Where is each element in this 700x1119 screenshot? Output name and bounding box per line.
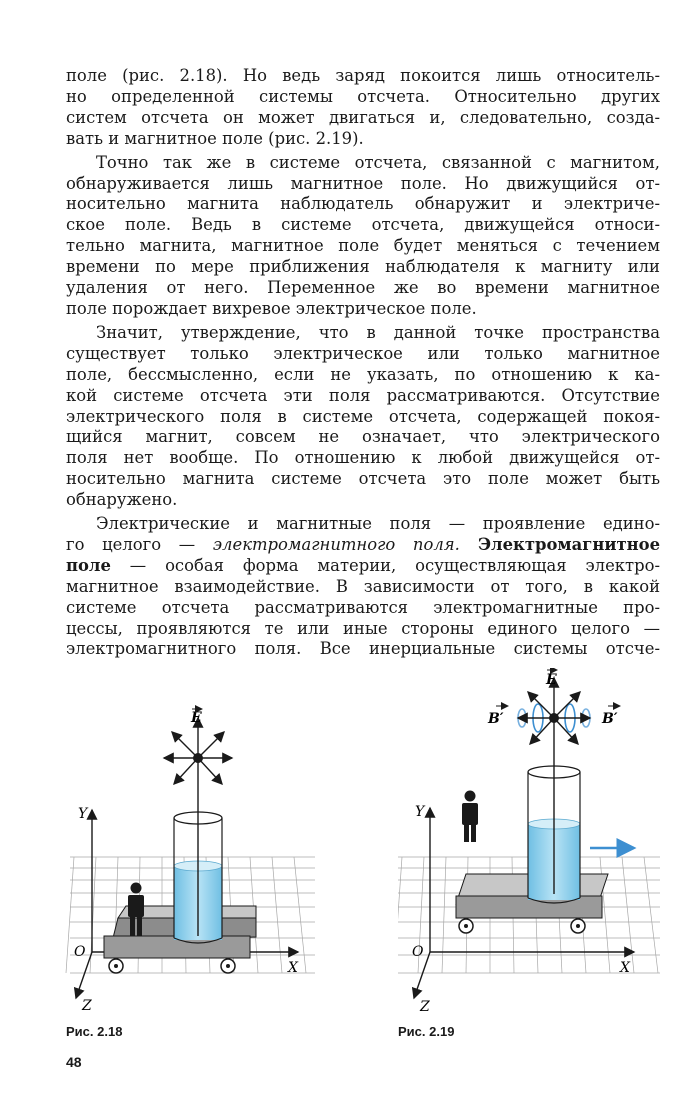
axis-z-label: Z <box>420 999 430 1015</box>
text-line: магнитное взаимодействие. В зависимости от того, в какой <box>66 576 660 596</box>
text-span: го целого — <box>66 534 213 554</box>
b-prime-right-label: B′ <box>602 711 618 727</box>
paragraph <box>66 66 660 150</box>
text-line: вать и магнитное поле (рис. 2.19). <box>66 128 364 148</box>
field-label-e <box>190 709 202 726</box>
charge-dot <box>549 713 559 723</box>
charge-dot <box>193 753 203 763</box>
text-line: системе отсчета рассматриваются электромагнитные про- <box>66 597 660 617</box>
glass-with-water <box>174 758 222 943</box>
text-line: ское поле. Ведь в системе отсчета, движущейся относи- <box>66 215 660 235</box>
page-number: 48 <box>66 1054 82 1070</box>
text-line: поле, бессмысленно, если не указать, по отношению к ка- <box>66 364 660 384</box>
text-line <box>66 556 660 577</box>
text-span: — особая форма материи, осуществляющая электро- <box>110 555 660 575</box>
text-line: Точно так же в системе отсчета, связанной с магнитом, <box>96 152 660 172</box>
paragraphs <box>66 66 660 511</box>
axis-x-label: X <box>288 960 298 976</box>
text-line: носительно магнита наблюдатель обнаружит и электриче- <box>66 194 660 214</box>
text-line: удаления от него. Переменное же во времени магнитное <box>66 278 660 298</box>
text-line: поле (рис. 2.18). Но ведь заряд покоится лишь относитель- <box>66 66 660 85</box>
origin-label: O <box>74 944 86 960</box>
text-line: носительно магнита системе отсчета это поле может быть <box>66 469 660 489</box>
origin-label: O <box>412 944 424 960</box>
body-text <box>66 66 660 660</box>
text-line: поле порождает вихревое электрическое поле. <box>66 298 477 318</box>
axis-y-label: Y <box>415 804 425 820</box>
person-icon <box>462 791 478 843</box>
figure-2-19 <box>398 668 668 1020</box>
bold-term: Электромагнитное <box>459 534 660 554</box>
axis-z-label: Z <box>82 998 92 1014</box>
figure-caption-2-18: Рис. 2.18 <box>66 1024 123 1039</box>
text-line: кой системе отсчета эти поля рассматриваются. Отсутствие <box>66 385 660 405</box>
text-line: времени по мере приближения наблюдателя к магниту или <box>66 257 660 277</box>
paragraph <box>66 153 660 320</box>
text-line <box>66 535 660 556</box>
axis-y-label: Y <box>78 806 88 822</box>
text-line: Электрические и магнитные поля — проявление едино- <box>96 514 660 534</box>
paragraph-electromagnetic-field <box>66 514 660 660</box>
text-line: цессы, проявляются те или иные стороны единого целого — <box>66 618 660 638</box>
text-line: но определенной системы отсчета. Относительно других <box>66 86 660 106</box>
text-line: электромагнитного поля. Все инерциальные системы отсче- <box>66 639 660 659</box>
b-prime-left-label: B′ <box>488 711 504 727</box>
glass-with-water <box>528 718 580 903</box>
figure-2-18 <box>60 700 330 1020</box>
text-line: обнаружено. <box>66 490 178 510</box>
figure-caption-2-19: Рис. 2.19 <box>398 1024 455 1039</box>
bold-term: поле <box>66 555 111 575</box>
field-label: E <box>191 710 202 726</box>
text-line: Значит, утверждение, что в данной точке пространства <box>96 322 660 342</box>
text-line: тельно магнита, магнитное поле будет меняться с течением <box>66 236 660 256</box>
text-line: электрического поля в системе отсчета, содержащей покоя- <box>66 406 660 426</box>
text-line: обнаруживается лишь магнитное поле. Но движущийся от- <box>66 173 660 193</box>
paragraph <box>66 323 660 511</box>
text-line: систем отсчета он может двигаться и, следовательно, созда- <box>66 107 660 127</box>
italic-term: электромагнитного поля. <box>212 534 460 554</box>
text-line: поля нет вообще. По отношению к любой движущейся от- <box>66 448 660 468</box>
text-line: существует только электрическое или только магнитное <box>66 343 660 363</box>
axis-x-label: X <box>620 960 630 976</box>
field-label: E <box>546 672 557 688</box>
text-line: щийся магнит, совсем не означает, что электрического <box>66 427 660 447</box>
